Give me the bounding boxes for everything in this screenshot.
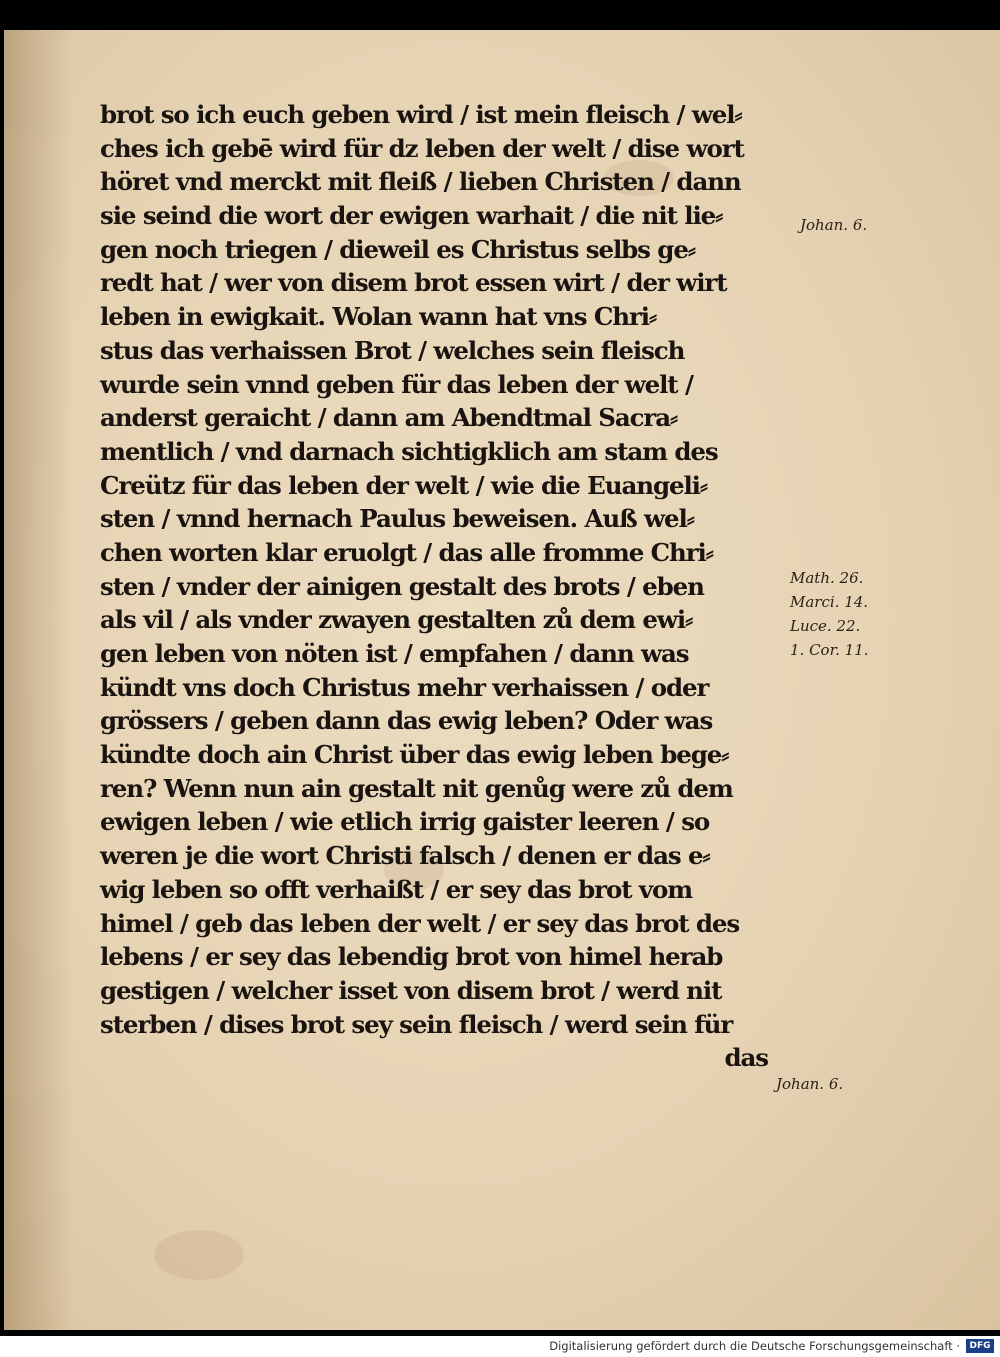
text-line: stus das verhaissen Brot / welches sein fleisch <box>100 335 685 365</box>
text-line: sie seind die wort der ewigen warhait / die nit lie⸗ <box>100 201 723 231</box>
text-line: weren je die wort Christi falsch / denen er das e⸗ <box>100 841 710 871</box>
text-line: brot so ich euch geben wird / ist mein fleisch / wel⸗ <box>100 100 742 129</box>
text-line: wig leben so offt verhaißt / er sey das brot vom <box>100 874 693 904</box>
text-line: sten / vnder der ainigen gestalt des brots / eben <box>100 571 704 601</box>
margin-note-luce: Luce. 22. <box>790 617 861 635</box>
margin-note-group <box>790 566 869 662</box>
text-line: anderst geraicht / dann am Abendtmal Sacra⸗ <box>100 403 678 433</box>
text-line: gen leben von nöten ist / empfahen / dann was <box>100 639 689 668</box>
text-line: ewigen leben / wie etlich irrig gaister leeren / so <box>100 807 710 837</box>
footer-credit-text: Digitalisierung gefördert durch die Deutsche Forschungsgemeinschaft · <box>549 1339 960 1353</box>
text-line: das <box>724 1043 768 1073</box>
text-line: höret vnd merckt mit fleiß / lieben Christen / dann <box>100 167 741 197</box>
text-line: sterben / dises brot sey sein fleisch / werd sein für <box>100 1009 733 1039</box>
text-line: ches ich gebē wird für dz leben der welt / dise wort <box>100 133 744 163</box>
text-line: als vil / als vnder zwayen gestalten zů dem ewi⸗ <box>100 605 693 635</box>
margin-note-marci: Marci. 14. <box>790 593 869 611</box>
paper-stain <box>154 1230 244 1280</box>
margin-note-cor: 1. Cor. 11. <box>790 641 869 659</box>
text-line: lebens / er sey das lebendig brot von himel herab <box>100 942 723 972</box>
text-line: ren? Wenn nun ain gestalt nit genůg were zů dem <box>100 773 733 803</box>
text-line: gestigen / welcher isset von disem brot / werd nit <box>100 975 722 1005</box>
text-line: Creütz für das leben der welt / wie die Euangeli⸗ <box>100 470 707 500</box>
text-line: gen noch triegen / dieweil es Christus selbs ge⸗ <box>100 234 695 264</box>
text-line: wurde sein vnnd geben für das leben der welt / <box>100 369 693 399</box>
dfg-logo: DFG <box>966 1339 994 1353</box>
margin-note-math: Math. 26. <box>790 569 864 587</box>
body-text <box>100 98 790 1075</box>
text-line: kündte doch ain Christ über das ewig leben bege⸗ <box>100 740 729 770</box>
text-line: sten / vnnd hernach Paulus beweisen. Auß wel⸗ <box>100 504 694 534</box>
text-line: mentlich / vnd darnach sichtigklich am stam des <box>100 436 718 466</box>
margin-note-johan-1: Johan. 6. <box>800 216 868 234</box>
text-line: grössers / geben dann das ewig leben? Oder was <box>100 706 713 736</box>
text-line: redt hat / wer von disem brot essen wirt / der wirt <box>100 268 727 298</box>
text-line: chen worten klar eruolgt / das alle fromme Chri⸗ <box>100 537 713 567</box>
text-line: leben in ewigkait. Wolan wann hat vns Chri⸗ <box>100 302 657 332</box>
text-line: himel / geb das leben der welt / er sey das brot des <box>100 908 740 938</box>
footer-bar <box>0 1336 1000 1357</box>
text-line: kündt vns doch Christus mehr verhaissen / oder <box>100 672 709 702</box>
margin-note-johan-2: Johan. 6. <box>776 1075 844 1093</box>
